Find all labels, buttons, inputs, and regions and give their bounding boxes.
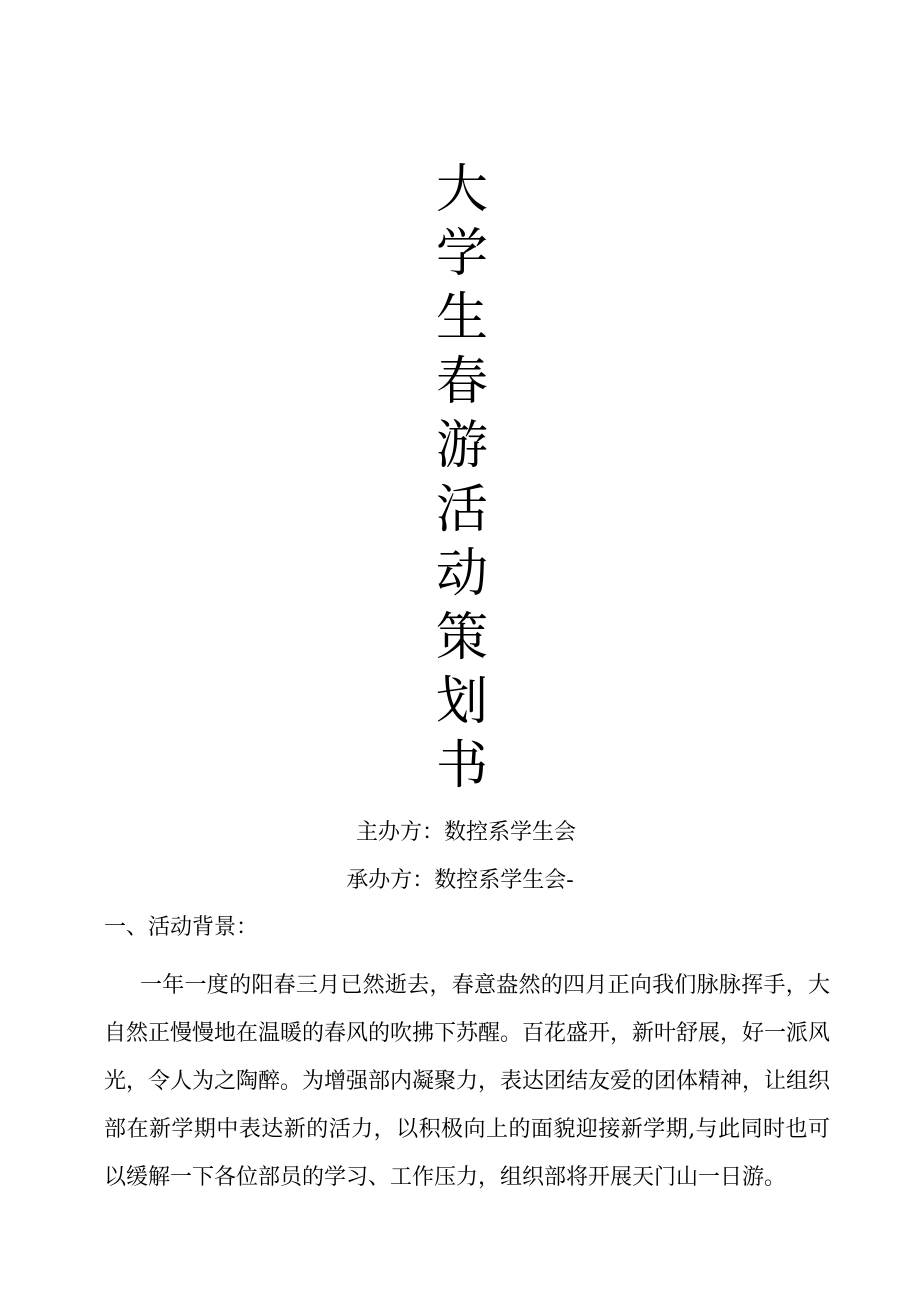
document-title: 大学生春游活动策划书 (435, 160, 488, 796)
section-paragraph-background: 一年一度的阳春三月已然逝去，春意盎然的四月正向我们脉脉挥手，大自然正慢慢地在温暖的春风的吹拂下苏醒。百花盛开，新叶舒展，好一派风光，令人为之陶醉。为增强部内凝聚力，表达团结友爱的团体精神，让组织部在新学期中表达新的活力，以积极向上的面貌迎接新学期,与此同时也可以缓解一下各位部员的学习、工作压力，组织部将开展天门山一日游。 (104, 973, 831, 1190)
section-heading-background: 一、活动背景： (104, 915, 259, 940)
organizer-line: 承办方：数控系学生会- (346, 868, 574, 893)
host-line: 主办方：数控系学生会 (355, 820, 576, 845)
